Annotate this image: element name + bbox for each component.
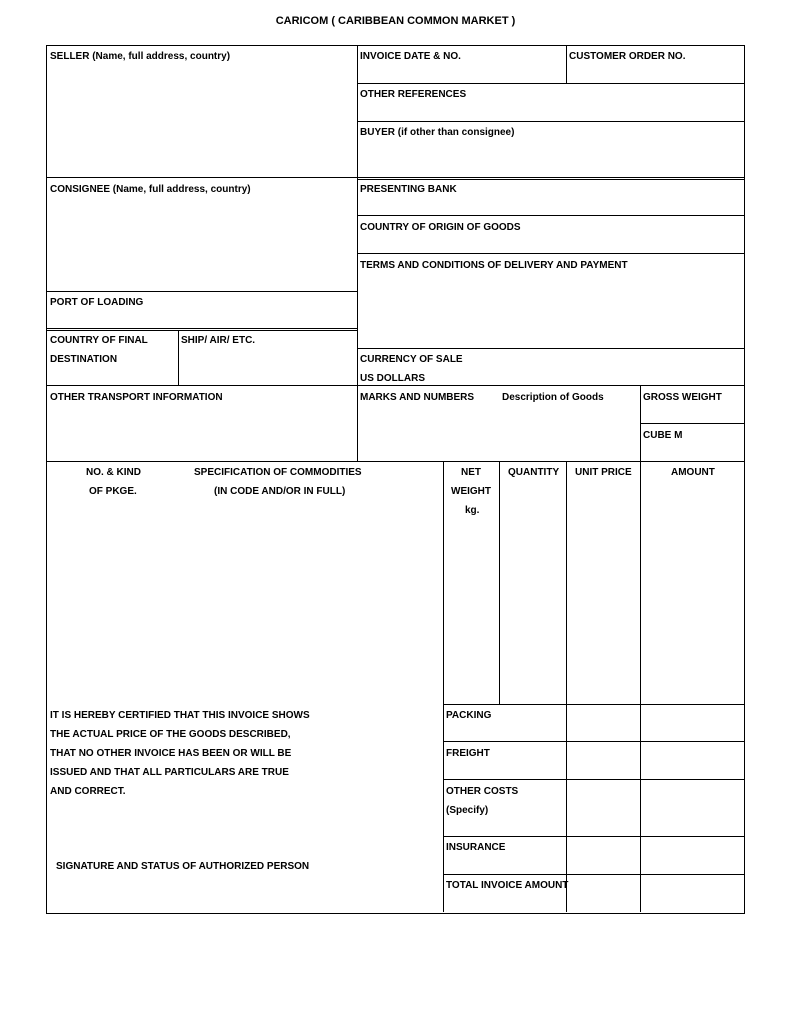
divider (357, 348, 744, 349)
divider (357, 215, 744, 216)
divider (46, 330, 357, 331)
divider (46, 328, 357, 329)
insurance-label: INSURANCE (446, 842, 506, 853)
ship-air-label: SHIP/ AIR/ ETC. (181, 335, 256, 346)
certification-line: ISSUED AND THAT ALL PARTICULARS ARE TRUE (50, 767, 289, 778)
certification-line: THAT NO OTHER INVOICE HAS BEEN OR WILL BE (50, 748, 292, 759)
port-of-loading-label: PORT OF LOADING (50, 297, 144, 308)
marks-numbers-label: MARKS AND NUMBERS (360, 392, 475, 403)
certification-line: AND CORRECT. (50, 786, 126, 797)
col-specification: SPECIFICATION OF COMMODITIES (194, 467, 362, 478)
invoice-date-no-label: INVOICE DATE & NO. (360, 51, 461, 62)
divider (443, 836, 744, 837)
divider (357, 83, 744, 84)
col-net-weight-unit: kg. (465, 505, 480, 516)
divider (46, 291, 357, 292)
currency-of-sale-label: CURRENCY OF SALE (360, 354, 463, 365)
col-unit-price: UNIT PRICE (575, 467, 632, 478)
divider (566, 461, 567, 912)
cube-m-label: CUBE M (643, 430, 683, 441)
description-of-goods-label: Description of Goods (502, 392, 604, 403)
certification-line: THE ACTUAL PRICE OF THE GOODS DESCRIBED, (50, 729, 291, 740)
other-references-label: OTHER REFERENCES (360, 89, 467, 100)
packing-label: PACKING (446, 710, 492, 721)
divider (357, 45, 358, 461)
col-no-kind: NO. & KIND (86, 467, 141, 478)
certification-line: IT IS HEREBY CERTIFIED THAT THIS INVOICE SHOWS (50, 710, 310, 721)
col-amount: AMOUNT (671, 467, 715, 478)
seller-label: SELLER (Name, full address, country) (50, 51, 231, 62)
col-quantity: QUANTITY (508, 467, 560, 478)
gross-weight-label: GROSS WEIGHT (643, 392, 722, 403)
divider (357, 179, 744, 180)
divider (46, 177, 744, 178)
freight-label: FREIGHT (446, 748, 490, 759)
divider (357, 253, 744, 254)
other-costs-label: OTHER COSTS (446, 786, 519, 797)
total-invoice-amount-label: TOTAL INVOICE AMOUNT (446, 880, 569, 891)
consignee-label: CONSIGNEE (Name, full address, country) (50, 184, 251, 195)
col-no-kind-line2: OF PKGE. (89, 486, 137, 497)
document-title: CARICOM ( CARIBBEAN COMMON MARKET ) (275, 15, 516, 27)
currency-value: US DOLLARS (360, 373, 425, 384)
divider (443, 461, 444, 912)
col-specification-line2: (IN CODE AND/OR IN FULL) (214, 486, 346, 497)
divider (640, 385, 641, 461)
divider (443, 704, 744, 705)
presenting-bank-label: PRESENTING BANK (360, 184, 457, 195)
divider (640, 423, 744, 424)
country-final-destination-label-line2: DESTINATION (50, 354, 118, 365)
col-net-weight-line2: WEIGHT (451, 486, 491, 497)
terms-label: TERMS AND CONDITIONS OF DELIVERY AND PAYMENT (360, 260, 628, 271)
divider (443, 874, 744, 875)
specify-label: (Specify) (446, 805, 489, 816)
divider (640, 461, 641, 912)
other-transport-label: OTHER TRANSPORT INFORMATION (50, 392, 223, 403)
divider (443, 779, 744, 780)
divider (357, 121, 744, 122)
divider (566, 45, 567, 83)
country-of-origin-label: COUNTRY OF ORIGIN OF GOODS (360, 222, 521, 233)
divider (178, 330, 179, 385)
customer-order-no-label: CUSTOMER ORDER NO. (569, 51, 686, 62)
buyer-label: BUYER (if other than consignee) (360, 127, 515, 138)
signature-label: SIGNATURE AND STATUS OF AUTHORIZED PERSON (56, 861, 310, 872)
divider (443, 741, 744, 742)
col-net-weight: NET (461, 467, 481, 478)
divider (499, 461, 500, 704)
country-final-destination-label: COUNTRY OF FINAL (50, 335, 148, 346)
